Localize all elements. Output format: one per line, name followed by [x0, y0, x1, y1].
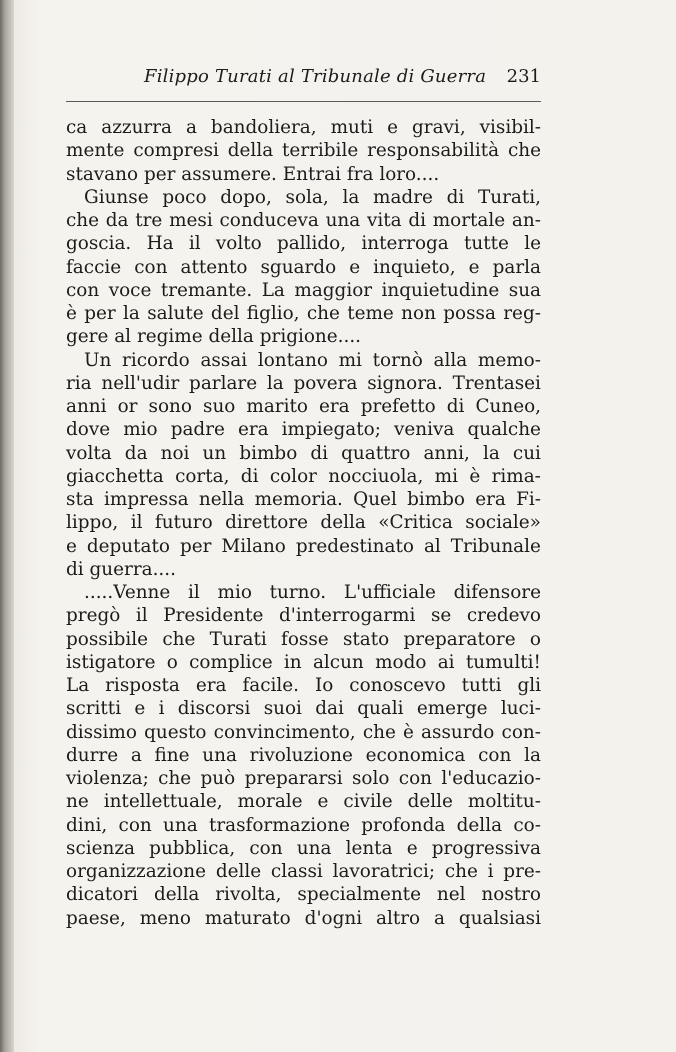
text-line: di guerra.... — [66, 558, 176, 580]
text-line: dicatori della rivolta, specialmente nel nostro — [66, 884, 541, 906]
text-line: con voce tremante. La maggior inquietudine sua — [66, 279, 541, 301]
text-line: ria nell'udir parlare la povera signora. Trentasei — [66, 372, 541, 394]
text-line: è per la salute del figlio, che teme non possa reg- — [66, 303, 541, 324]
text-line: istigatore o complice in alcun modo ai tumulti! — [66, 651, 541, 673]
text-line: organizzazione delle classi lavoratrici; che i pre- — [66, 861, 541, 882]
body-text — [66, 116, 541, 930]
text-line: dissimo questo convincimento, che è assurdo con- — [66, 721, 541, 743]
text-line: anni or sono suo marito era prefetto di Cuneo, — [66, 396, 541, 417]
running-title: Filippo Turati al Tribunale di Guerra — [144, 66, 487, 87]
text-line: dove mio padre era impiegato; veniva qualche — [66, 419, 541, 441]
text-line: ne intellettuale, morale e civile delle moltitu- — [66, 791, 541, 813]
text-line: gere al regime della prigione.... — [66, 326, 362, 348]
text-line: dini, con una trasformazione profonda della co- — [66, 814, 541, 836]
text-line: giacchetta corta, di color nocciuola, mi è rima- — [66, 465, 541, 487]
text-line: Un ricordo assai lontano mi tornò alla memo- — [84, 349, 541, 371]
text-line: Giunse poco dopo, sola, la madre di Turati, — [84, 186, 541, 208]
header-rule — [66, 101, 541, 102]
page-number: 231 — [506, 66, 541, 87]
text-line: lippo, il futuro direttore della «Critica sociale» — [66, 512, 541, 534]
text-line: scienza pubblica, con una lenta e progressiva — [66, 837, 541, 859]
text-line: ca azzurra a bandoliera, muti e gravi, visibil- — [66, 117, 541, 138]
page-header — [66, 66, 541, 96]
text-line: durre a fine una rivoluzione economica con la — [66, 744, 541, 766]
text-line: che da tre mesi conduceva una vita di mortale an- — [66, 210, 541, 231]
text-line: sta impressa nella memoria. Quel bimbo era Fi- — [66, 489, 541, 510]
text-line: faccie con attento sguardo e inquieto, e parla — [66, 256, 541, 278]
text-line: La risposta era facile. Io conoscevo tutti gli — [66, 675, 541, 696]
text-line: stavano per assumere. Entrai fra loro.... — [66, 163, 440, 185]
text-line: paese, meno maturato d'ogni altro a qualsiasi — [66, 907, 541, 929]
text-line: mente compresi della terribile responsabilità che — [66, 140, 541, 162]
text-line: .....Venne il mio turno. L'ufficiale difensore — [84, 582, 541, 603]
text-line: violenza; che può prepararsi solo con l'educazio- — [66, 768, 541, 789]
text-line: pregò il Presidente d'interrogarmi se credevo — [66, 605, 541, 627]
text-line: scritti e i discorsi suoi dai quali emerge luci- — [66, 698, 541, 720]
page-spine-shadow — [0, 0, 14, 1052]
text-line: goscia. Ha il volto pallido, interroga tutte le — [66, 233, 541, 255]
text-line: possibile che Turati fosse stato preparatore o — [66, 628, 541, 650]
text-line: volta da noi un bimbo di quattro anni, la cui — [66, 442, 541, 464]
text-line: e deputato per Milano predestinato al Tribunale — [66, 535, 541, 557]
